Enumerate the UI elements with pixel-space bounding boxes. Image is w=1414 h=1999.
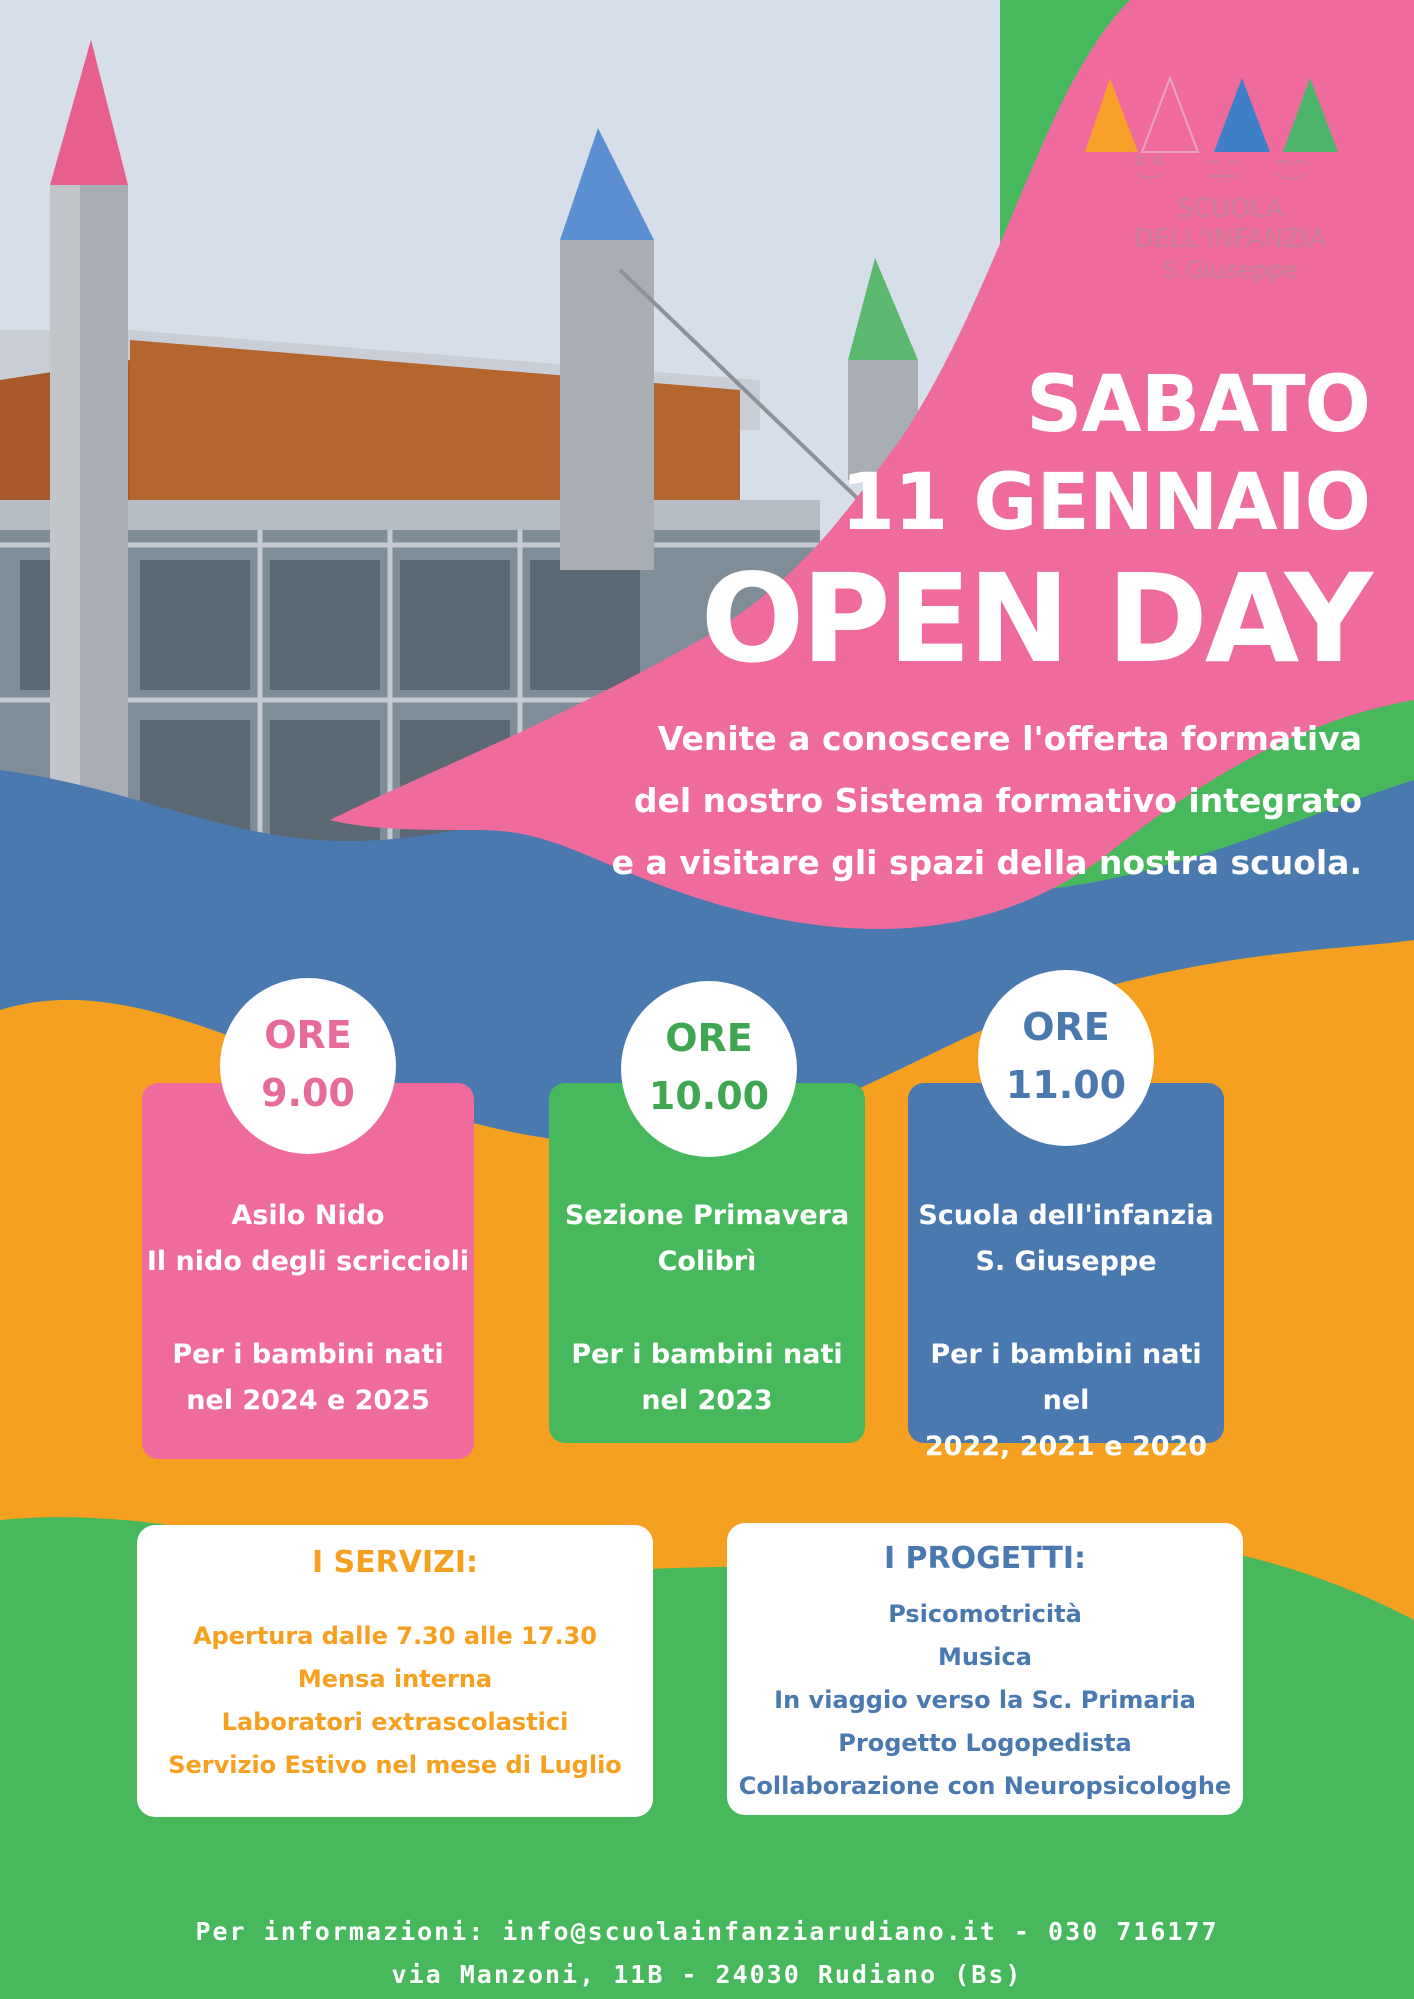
session-audience <box>549 1332 865 1424</box>
intro-line: Venite a conoscere l'offerta formativa <box>657 719 1362 758</box>
session-audience-line: Per i bambini nati <box>571 1339 843 1370</box>
session-audience-line: nel 2023 <box>641 1385 773 1416</box>
project-item: Musica <box>938 1643 1032 1671</box>
project-item: Progetto Logopedista <box>838 1729 1132 1757</box>
projects-list <box>727 1593 1243 1808</box>
session-title-line: Il nido degli scriccioli <box>146 1246 470 1277</box>
time-value: 10.00 <box>648 1074 770 1118</box>
headline-date: 11 GENNAIO <box>840 458 1370 548</box>
headline-event: OPEN DAY <box>700 548 1370 690</box>
project-item: Collaborazione con Neuropsicologhe <box>738 1772 1232 1800</box>
intro-line: e a visitare gli spazi della nostra scuola. <box>611 843 1362 882</box>
service-item: Mensa interna <box>297 1665 493 1693</box>
project-item: In viaggio verso la Sc. Primaria <box>774 1686 1196 1714</box>
session-title-line: Colibrì <box>657 1246 757 1277</box>
session-audience-line: Per i bambini nati nel <box>930 1339 1202 1416</box>
footer-address: via Manzoni, 11B - 24030 Rudiano (Bs) <box>391 1960 1023 1989</box>
session-audience-line: nel 2024 e 2025 <box>186 1385 430 1416</box>
project-item: Psicomotricità <box>888 1600 1082 1628</box>
footer-contact: Per informazioni: info@scuolainfanziarudiano.it - 030 716177 <box>195 1917 1219 1946</box>
session-audience <box>908 1332 1224 1470</box>
session-audience-line: Per i bambini nati <box>172 1339 444 1370</box>
session-time-badge <box>220 978 396 1154</box>
session-audience <box>142 1332 474 1424</box>
projects-box <box>727 1523 1243 1815</box>
time-value: 11.00 <box>1005 1063 1127 1107</box>
session-title-line: Scuola dell'infanzia <box>918 1200 1214 1231</box>
logo-school-name: SCUOLA DELL'INFANZIA <box>1133 194 1327 254</box>
projects-title: I PROGETTI: <box>883 1541 1087 1576</box>
school-logo <box>1080 70 1380 284</box>
session-title-line: S. Giuseppe <box>975 1246 1157 1277</box>
four-triangles-smiling-faces-logo-icon <box>1080 70 1380 190</box>
time-value: 9.00 <box>261 1071 355 1115</box>
session-title <box>142 1193 474 1285</box>
service-item: Laboratori extrascolastici <box>221 1708 569 1736</box>
session-title <box>908 1193 1224 1285</box>
session-audience-line: 2022, 2021 e 2020 <box>924 1431 1208 1462</box>
session-title-line: Asilo Nido <box>231 1200 385 1231</box>
headline-day: SABATO <box>1026 360 1370 450</box>
time-label: ORE <box>1022 1005 1110 1049</box>
service-item: Apertura dalle 7.30 alle 17.30 <box>192 1622 598 1650</box>
intro-text <box>562 708 1362 894</box>
session-title-line: Sezione Primavera <box>564 1200 850 1231</box>
session-time-badge <box>621 981 797 1157</box>
session-time-badge <box>978 970 1154 1146</box>
services-box <box>137 1525 653 1817</box>
intro-line: del nostro Sistema formativo integrato <box>633 781 1362 820</box>
service-item: Servizio Estivo nel mese di Luglio <box>168 1751 622 1779</box>
services-list <box>137 1615 653 1787</box>
session-title <box>549 1193 865 1285</box>
logo-school-subname: S.Giuseppe <box>1162 256 1298 284</box>
time-label: ORE <box>665 1016 753 1060</box>
services-title: I SERVIZI: <box>311 1545 479 1580</box>
time-label: ORE <box>264 1013 352 1057</box>
